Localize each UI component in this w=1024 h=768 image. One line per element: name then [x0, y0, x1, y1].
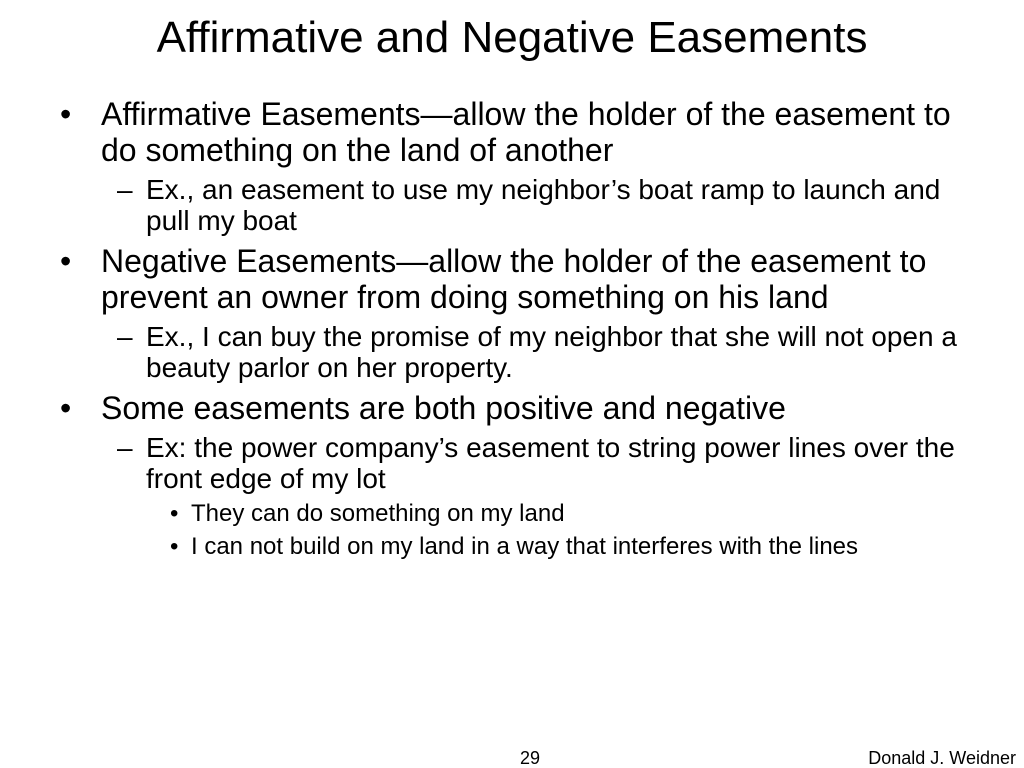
- bullet-marker: •: [60, 390, 72, 426]
- bullet-marker: •: [60, 96, 72, 132]
- bullet-text: Some easements are both positive and negative: [101, 390, 786, 426]
- bullet-marker: •: [60, 243, 72, 279]
- bullet-affirmative-easements: [60, 96, 990, 168]
- bullet-text: Affirmative Easements—allow the holder of the easement to do something on the land of another: [101, 96, 951, 168]
- bullet-marker: •: [170, 533, 179, 560]
- sub-sub-bullet-can-do-something: [170, 500, 990, 527]
- dash-marker: –: [117, 321, 133, 352]
- bullet-text: Negative Easements—allow the holder of the easement to prevent an owner from doing something on his land: [101, 243, 927, 315]
- sub-bullet-text: Ex., an easement to use my neighbor’s boat ramp to launch and pull my boat: [146, 174, 941, 236]
- sub-bullet-power-company-example: [117, 432, 990, 494]
- sub-bullet-text: Ex: the power company’s easement to string power lines over the front edge of my lot: [146, 432, 955, 494]
- dash-marker: –: [117, 174, 133, 205]
- footer-author: Donald J. Weidner: [868, 748, 1016, 768]
- sub-bullet-beauty-parlor-example: [117, 321, 990, 383]
- bullet-marker: •: [170, 500, 179, 527]
- slide-body: [60, 96, 990, 560]
- bullet-negative-easements: [60, 243, 990, 315]
- sub-bullet-text: Ex., I can buy the promise of my neighbor that she will not open a beauty parlor on her property.: [146, 321, 957, 383]
- sub-sub-bullet-text: I can not build on my land in a way that interferes with the lines: [191, 533, 859, 560]
- sub-sub-bullet-text: They can do something on my land: [191, 500, 565, 527]
- sub-bullet-boat-ramp-example: [117, 174, 990, 236]
- slide-title: Affirmative and Negative Easements: [156, 13, 868, 62]
- dash-marker: –: [117, 432, 133, 463]
- page-number: 29: [519, 748, 541, 768]
- bullet-both-positive-negative: [60, 390, 990, 426]
- sub-sub-bullet-cannot-build: [170, 533, 990, 560]
